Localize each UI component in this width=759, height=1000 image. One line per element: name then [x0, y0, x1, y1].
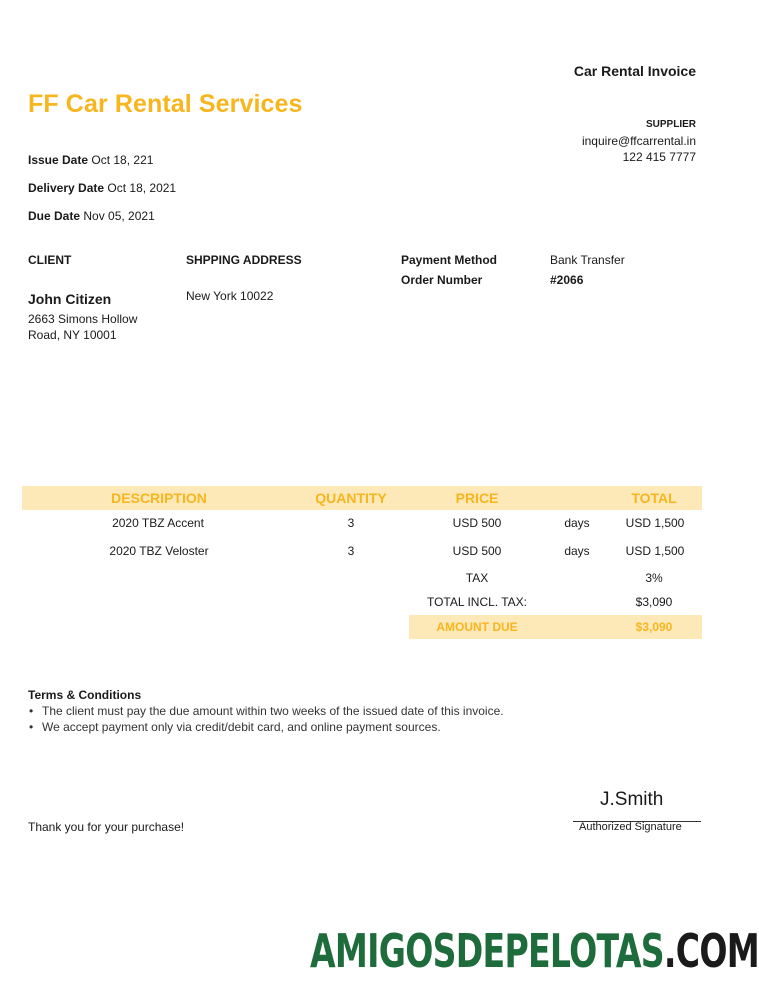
shipping-label: SHPPING ADDRESS [186, 253, 302, 267]
delivery-date-label: Delivery Date [28, 181, 105, 195]
supplier-phone: 122 415 7777 [622, 150, 696, 164]
row2-price: USD 500 [452, 544, 502, 558]
payment-method-label: Payment Method [401, 253, 498, 267]
due-date-value: Nov 05, 2021 [83, 209, 155, 223]
col-header-description: DESCRIPTION [111, 490, 207, 506]
terms-item: • We accept payment only via credit/debit card, and online payment sources. [28, 719, 504, 735]
terms-item: • The client must pay the due amount within two weeks of the issued date of this invoice. [28, 703, 504, 719]
row2-quantity: 3 [347, 544, 355, 558]
dates-block [28, 153, 176, 237]
row2-unit: days [564, 544, 590, 558]
terms-block [28, 687, 504, 735]
row1-price: USD 500 [452, 516, 502, 530]
amount-due-value: $3,090 [635, 620, 673, 634]
delivery-date-value: Oct 18, 2021 [107, 181, 177, 195]
supplier-block [582, 117, 696, 165]
watermark-main: AMIGOSDEPELOTAS [310, 924, 664, 978]
row1-description: 2020 TBZ Accent [112, 516, 204, 530]
document-title: Car Rental Invoice [573, 63, 696, 79]
col-header-total: TOTAL [631, 490, 677, 506]
tax-label: TAX [465, 571, 489, 585]
order-number-label: Order Number [401, 273, 483, 287]
col-header-quantity: QUANTITY [315, 490, 387, 506]
row2-total: USD 1,500 [625, 544, 685, 558]
tax-value: 3% [645, 571, 663, 585]
company-name: FF Car Rental Services [28, 90, 303, 118]
row1-unit: days [564, 516, 590, 530]
delivery-date-row [28, 181, 176, 209]
due-date-label: Due Date [28, 209, 81, 223]
issue-date-label: Issue Date [28, 153, 89, 167]
watermark-logo [310, 924, 759, 978]
order-number-value: #2066 [550, 273, 584, 287]
amount-due-label: AMOUNT DUE [436, 620, 518, 634]
signature-name: J.Smith [600, 789, 664, 810]
signature-label: Authorized Signature [579, 821, 682, 833]
shipping-address: New York 10022 [186, 289, 274, 303]
row1-total: USD 1,500 [625, 516, 685, 530]
payment-method-value: Bank Transfer [550, 253, 625, 267]
client-name: John Citizen [28, 291, 112, 307]
total-incl-tax-value: $3,090 [635, 595, 673, 609]
row2-description: 2020 TBZ Veloster [109, 544, 209, 558]
issue-date-value: Oct 18, 221 [91, 153, 154, 167]
row1-quantity: 3 [347, 516, 355, 530]
col-header-price: PRICE [455, 490, 499, 506]
client-label: CLIENT [28, 253, 72, 267]
client-address: 2663 Simons Hollow Road, NY 10001 [28, 312, 138, 342]
issue-date-row [28, 153, 176, 181]
thank-you-note: Thank you for your purchase! [28, 820, 185, 834]
due-date-row [28, 209, 176, 237]
total-incl-tax-label: TOTAL INCL. TAX: [426, 595, 528, 609]
supplier-label: SUPPLIER [645, 119, 696, 130]
terms-title: Terms & Conditions [28, 688, 142, 702]
watermark-tld: .COM [663, 924, 759, 978]
supplier-email: inquire@ffcarrental.in [581, 134, 696, 148]
